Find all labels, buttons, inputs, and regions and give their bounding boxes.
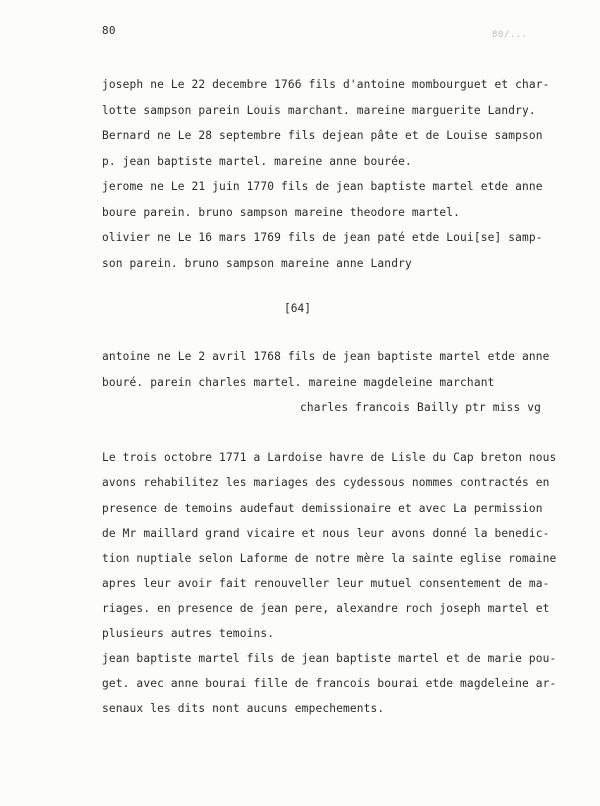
text-line: de Mr maillard grand vicaire et nous leur avons donné la benedic- xyxy=(102,527,550,540)
text-line: joseph ne Le 22 decembre 1766 fils d'antoine mombourguet et char- xyxy=(102,78,550,91)
text-line: p. jean baptiste martel. mareine anne bourée. xyxy=(102,155,412,168)
text-line: plusieurs autres temoins. xyxy=(102,627,275,640)
archive-stamp: 80/... xyxy=(492,30,528,40)
text-line: olivier ne Le 16 mars 1769 fils de jean paté etde Loui[se] samp- xyxy=(102,231,543,244)
section-marker: [64] xyxy=(284,302,311,315)
text-line: son parein. bruno sampson mareine anne Landry xyxy=(102,257,412,270)
text-line: jerome ne Le 21 juin 1770 fils de jean baptiste martel etde anne xyxy=(102,180,543,193)
text-line: senaux les dits nont aucuns empechements. xyxy=(102,702,385,715)
text-line: avons rehabilitez les mariages des cydessous nommes contractés en xyxy=(102,476,550,489)
text-line: get. avec anne bourai fille de francois bourai etde magdeleine ar- xyxy=(102,677,557,690)
text-line: tion nuptiale selon Laforme de notre mère la sainte eglise romaine xyxy=(102,552,557,565)
page-number: 80 xyxy=(102,24,116,37)
text-line: presence de temoins audefaut demissionaire et avec La permission xyxy=(102,502,543,515)
text-line: riages. en presence de jean pere, alexandre roch joseph martel et xyxy=(102,602,550,615)
signature-line: charles francois Bailly ptr miss vg xyxy=(300,401,541,414)
text-line: antoine ne Le 2 avril 1768 fils de jean baptiste martel etde anne xyxy=(102,350,550,363)
text-line: boure parein. bruno sampson mareine theodore martel. xyxy=(102,206,461,219)
text-line: Le trois octobre 1771 a Lardoise havre de Lisle du Cap breton nous xyxy=(102,451,557,464)
text-line: bouré. parein charles martel. mareine magdeleine marchant xyxy=(102,376,495,389)
text-line: lotte sampson parein Louis marchant. mareine marguerite Landry. xyxy=(102,104,536,117)
text-line: jean baptiste martel fils de jean baptiste martel et de marie pou- xyxy=(102,652,557,665)
text-line: Bernard ne Le 28 septembre fils dejean pâte et de Louise sampson xyxy=(102,129,543,142)
text-line: apres leur avoir fait renouveller leur mutuel consentement de ma- xyxy=(102,577,550,590)
